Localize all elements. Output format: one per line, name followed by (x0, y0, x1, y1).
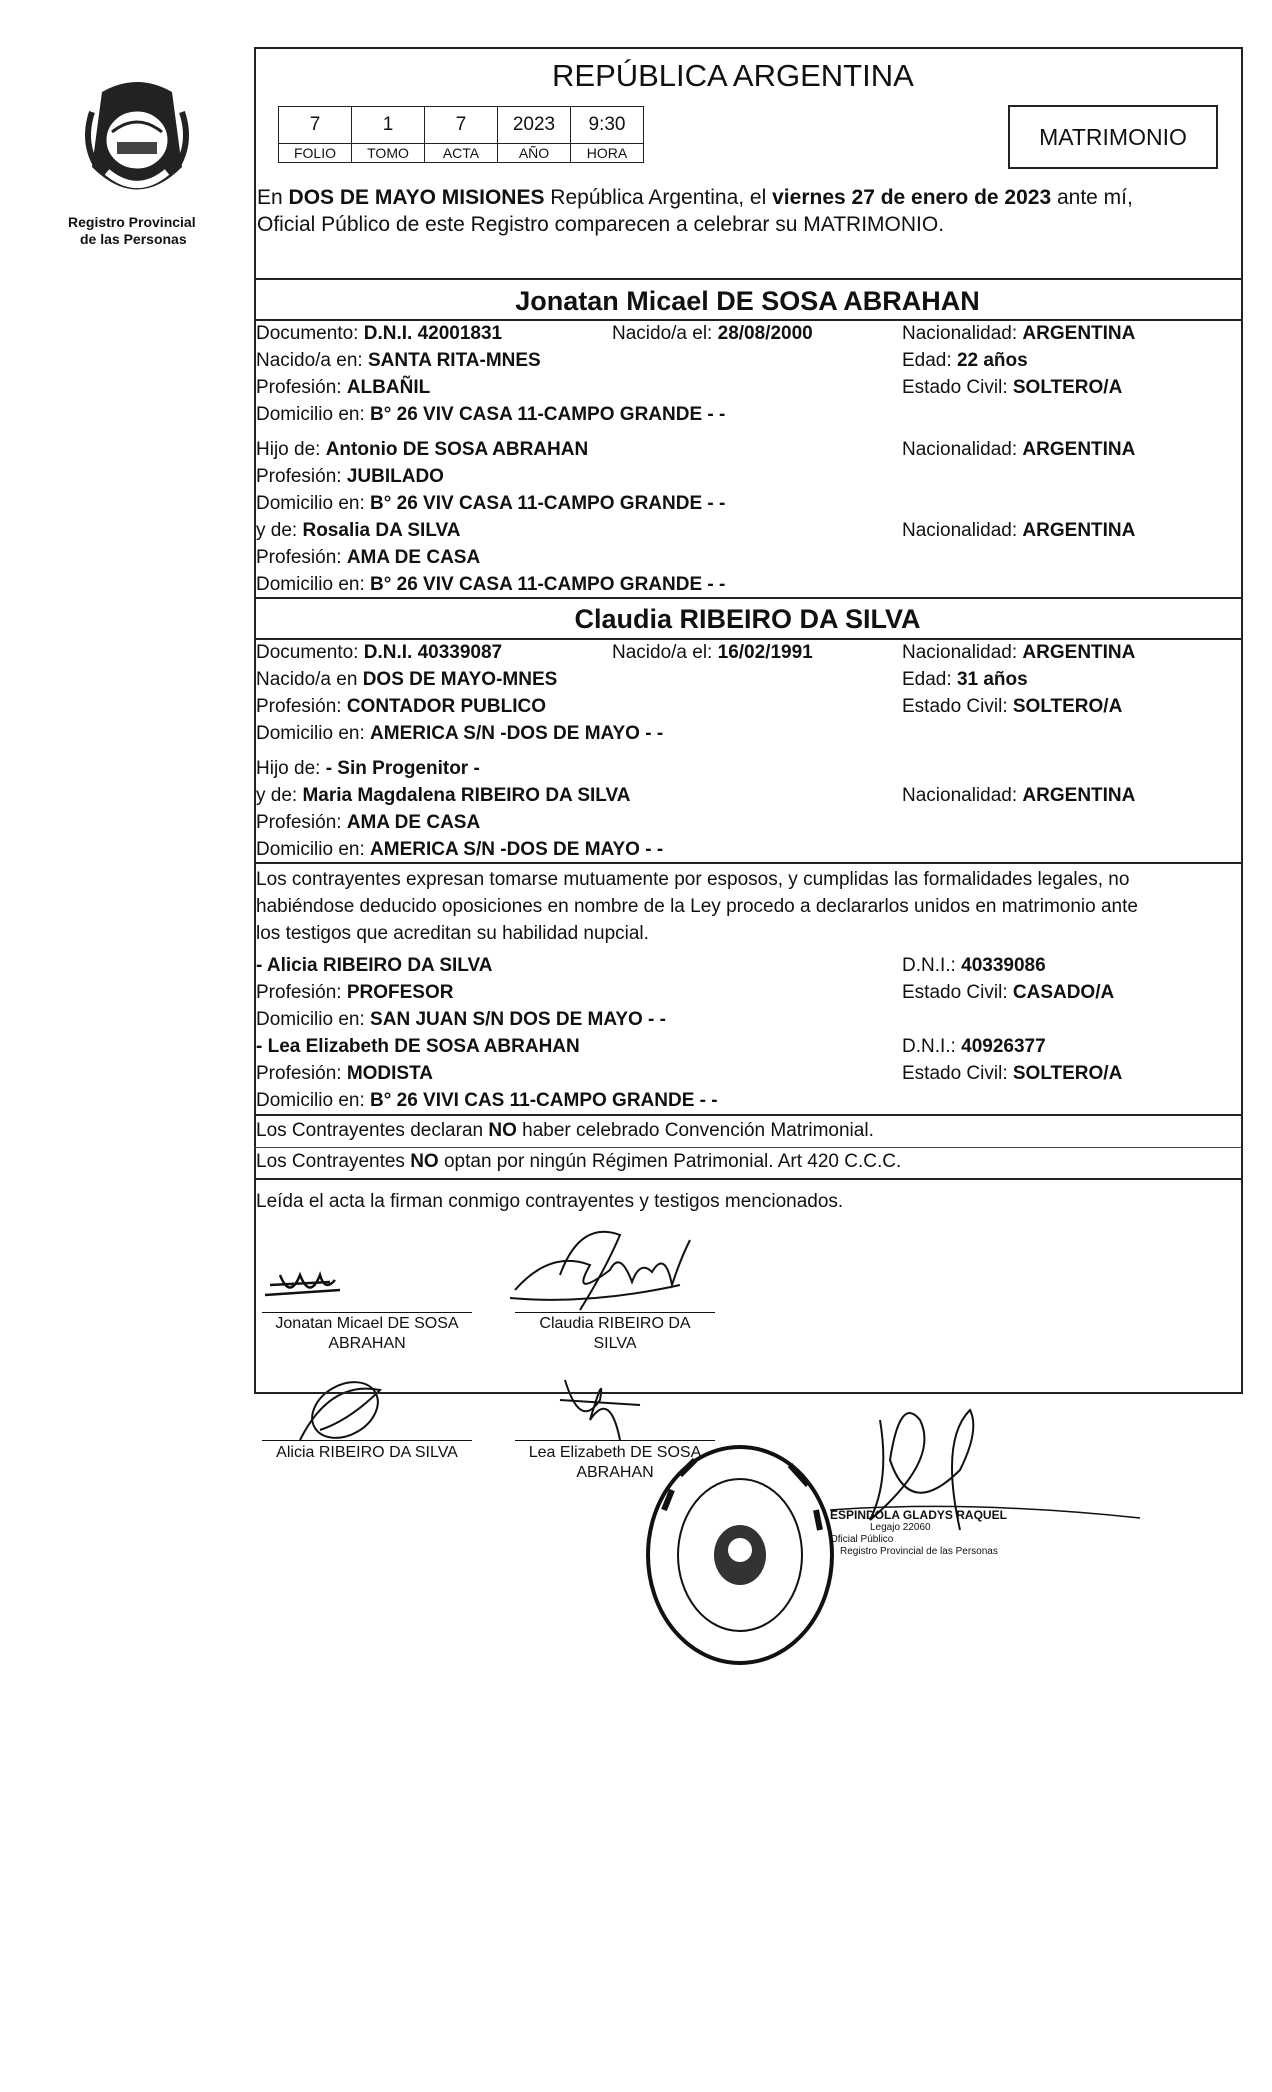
signature-line (262, 1312, 472, 1313)
regimen-line-1: Los Contrayentes declaran NO haber celebrado Convención Matrimonial. (256, 1120, 874, 1141)
intro-line-2: Oficial Público de este Registro comparecen a celebrar su MATRIMONIO. (257, 213, 945, 236)
declaration-line-3: los testigos que acreditan su habilidad nupcial. (256, 923, 649, 944)
acta-caption: ACTA (425, 144, 498, 163)
witness2-dni: D.N.I.: 40926377 (902, 1036, 1046, 1057)
official-name: ESPINDOLA GLADYS RAQUEL (830, 1508, 1007, 1522)
witness2-estado-civil: Estado Civil: SOLTERO/A (902, 1063, 1123, 1084)
signature-claudia-icon (510, 1232, 690, 1310)
logo-caption-1: Registro Provincial (68, 214, 196, 230)
country-title: REPÚBLICA ARGENTINA (552, 58, 914, 93)
witness1-name: - Alicia RIBEIRO DA SILVA (256, 955, 493, 976)
ceremony-date: viernes 27 de enero de 2023 (772, 186, 1052, 209)
witness2-profesion: Profesión: MODISTA (256, 1063, 434, 1084)
spouse1-father-nacionalidad: Nacionalidad: ARGENTINA (902, 439, 1136, 460)
spouse2-name: Claudia RIBEIRO DA SILVA (574, 604, 921, 634)
logo-caption-2: de las Personas (80, 231, 187, 247)
divider (254, 862, 1241, 864)
spouse1-nacido-el: Nacido/a el: 28/08/2000 (612, 323, 813, 344)
official-registry: Registro Provincial de las Personas (840, 1546, 998, 1557)
intro-line-1: En DOS DE MAYO MISIONES República Argentina, el viernes 27 de enero de 2023 ante mí, (257, 186, 1133, 209)
spouse1-mother: y de: Rosalia DA SILVA (256, 520, 461, 541)
spouse2-mother-nacionalidad: Nacionalidad: ARGENTINA (902, 785, 1136, 806)
signature-alicia-icon (300, 1371, 388, 1449)
spouse2-profesion: Profesión: CONTADOR PUBLICO (256, 696, 546, 717)
spouse1-nacido-en: Nacido/a en: SANTA RITA-MNES (256, 350, 541, 371)
folio-value: 7 (279, 107, 352, 144)
spouse1-mother-nacionalidad: Nacionalidad: ARGENTINA (902, 520, 1136, 541)
signature-caption-claudia: Claudia RIBEIRO DA SILVA (539, 1315, 691, 1352)
spouse2-mother-profesion: Profesión: AMA DE CASA (256, 812, 481, 833)
spouse1-father-domicilio: Domicilio en: B° 26 VIV CASA 11-CAMPO GRANDE - - (256, 493, 726, 514)
witness1-profesion: Profesión: PROFESOR (256, 982, 454, 1003)
acta-value: 7 (425, 107, 498, 144)
witness1-estado-civil: Estado Civil: CASADO/A (902, 982, 1115, 1003)
witness1-domicilio: Domicilio en: SAN JUAN S/N DOS DE MAYO - - (256, 1009, 666, 1030)
spouse2-estado-civil: Estado Civil: SOLTERO/A (902, 696, 1123, 717)
divider (254, 638, 1241, 640)
divider (254, 1114, 1241, 1116)
ceremony-place: DOS DE MAYO MISIONES (288, 186, 545, 209)
signature-lea-icon (560, 1380, 640, 1440)
spouse2-mother-domicilio: Domicilio en: AMERICA S/N -DOS DE MAYO - - (256, 839, 664, 860)
anio-value: 2023 (498, 107, 571, 144)
witness1-dni: D.N.I.: 40339086 (902, 955, 1046, 976)
signature-caption-jonatan: Jonatan Micael DE SOSA ABRAHAN (275, 1315, 459, 1352)
spouse1-mother-profesion: Profesión: AMA DE CASA (256, 547, 481, 568)
signature-jonatan-icon (265, 1275, 340, 1295)
signature-line (515, 1312, 715, 1313)
spouse1-estado-civil: Estado Civil: SOLTERO/A (902, 377, 1123, 398)
spouse1-domicilio: Domicilio en: B° 26 VIV CASA 11-CAMPO GRANDE - - (256, 404, 726, 425)
regimen-line-2: Los Contrayentes NO optan por ningún Régimen Patrimonial. Art 420 C.C.C. (256, 1151, 902, 1172)
divider (254, 1147, 1241, 1148)
signature-caption-lea: Lea Elizabeth DE SOSA ABRAHAN (528, 1444, 702, 1481)
spouse1-name: Jonatan Micael DE SOSA ABRAHAN (515, 286, 980, 316)
official-signature-icon (820, 1400, 1150, 1590)
closing-statement: Leída el acta la firman conmigo contrayentes y testigos mencionados. (256, 1191, 844, 1212)
hora-value: 9:30 (571, 107, 644, 144)
misiones-emblem-icon (72, 72, 202, 212)
spouse2-father: Hijo de: - Sin Progenitor - (256, 758, 480, 779)
spouse2-nacido-en: Nacido/a en DOS DE MAYO-MNES (256, 669, 558, 690)
official-legajo: Legajo 22060 (870, 1522, 931, 1533)
registry-seal-icon (640, 1440, 840, 1670)
declaration-line-1: Los contrayentes expresan tomarse mutuamente por esposos, y cumplidas las formalidades legales, no (256, 869, 1130, 890)
spouse2-nacionalidad: Nacionalidad: ARGENTINA (902, 642, 1136, 663)
spouse1-profesion: Profesión: ALBAÑIL (256, 377, 431, 398)
anio-caption: AÑO (498, 144, 571, 163)
spouse2-nacido-el: Nacido/a el: 16/02/1991 (612, 642, 813, 663)
tomo-caption: TOMO (352, 144, 425, 163)
spouse2-documento: Documento: D.N.I. 40339087 (256, 642, 503, 663)
frame-bottom (254, 1392, 1241, 1394)
spouse1-father: Hijo de: Antonio DE SOSA ABRAHAN (256, 439, 589, 460)
signature-line (262, 1440, 472, 1441)
divider (254, 319, 1241, 321)
tomo-value: 1 (352, 107, 425, 144)
record-table (278, 106, 644, 163)
spouse1-father-profesion: Profesión: JUBILADO (256, 466, 444, 487)
spouse1-mother-domicilio: Domicilio en: B° 26 VIV CASA 11-CAMPO GRANDE - - (256, 574, 726, 595)
spouse1-edad: Edad: 22 años (902, 350, 1028, 371)
divider (254, 597, 1241, 599)
divider (254, 278, 1241, 280)
hora-caption: HORA (571, 144, 644, 163)
official-title: Oficial Público (830, 1534, 894, 1545)
declaration-line-2: habiéndose deducido oposiciones en nombre de la Ley procedo a declararlos unidos en matrimonio ante (256, 896, 1138, 917)
spouse2-domicilio: Domicilio en: AMERICA S/N -DOS DE MAYO - - (256, 723, 664, 744)
divider (254, 1178, 1241, 1180)
registry-logo (72, 72, 202, 212)
spouse2-edad: Edad: 31 años (902, 669, 1028, 690)
signature-caption-alicia: Alicia RIBEIRO DA SILVA (276, 1444, 458, 1461)
folio-caption: FOLIO (279, 144, 352, 163)
spouse1-documento: Documento: D.N.I. 42001831 (256, 323, 503, 344)
spouse1-nacionalidad: Nacionalidad: ARGENTINA (902, 323, 1136, 344)
spouse2-mother: y de: Maria Magdalena RIBEIRO DA SILVA (256, 785, 631, 806)
witness2-name: - Lea Elizabeth DE SOSA ABRAHAN (256, 1036, 580, 1057)
witness2-domicilio: Domicilio en: B° 26 VIVI CAS 11-CAMPO GRANDE - - (256, 1090, 718, 1111)
document-type-box: MATRIMONIO (1008, 105, 1218, 169)
